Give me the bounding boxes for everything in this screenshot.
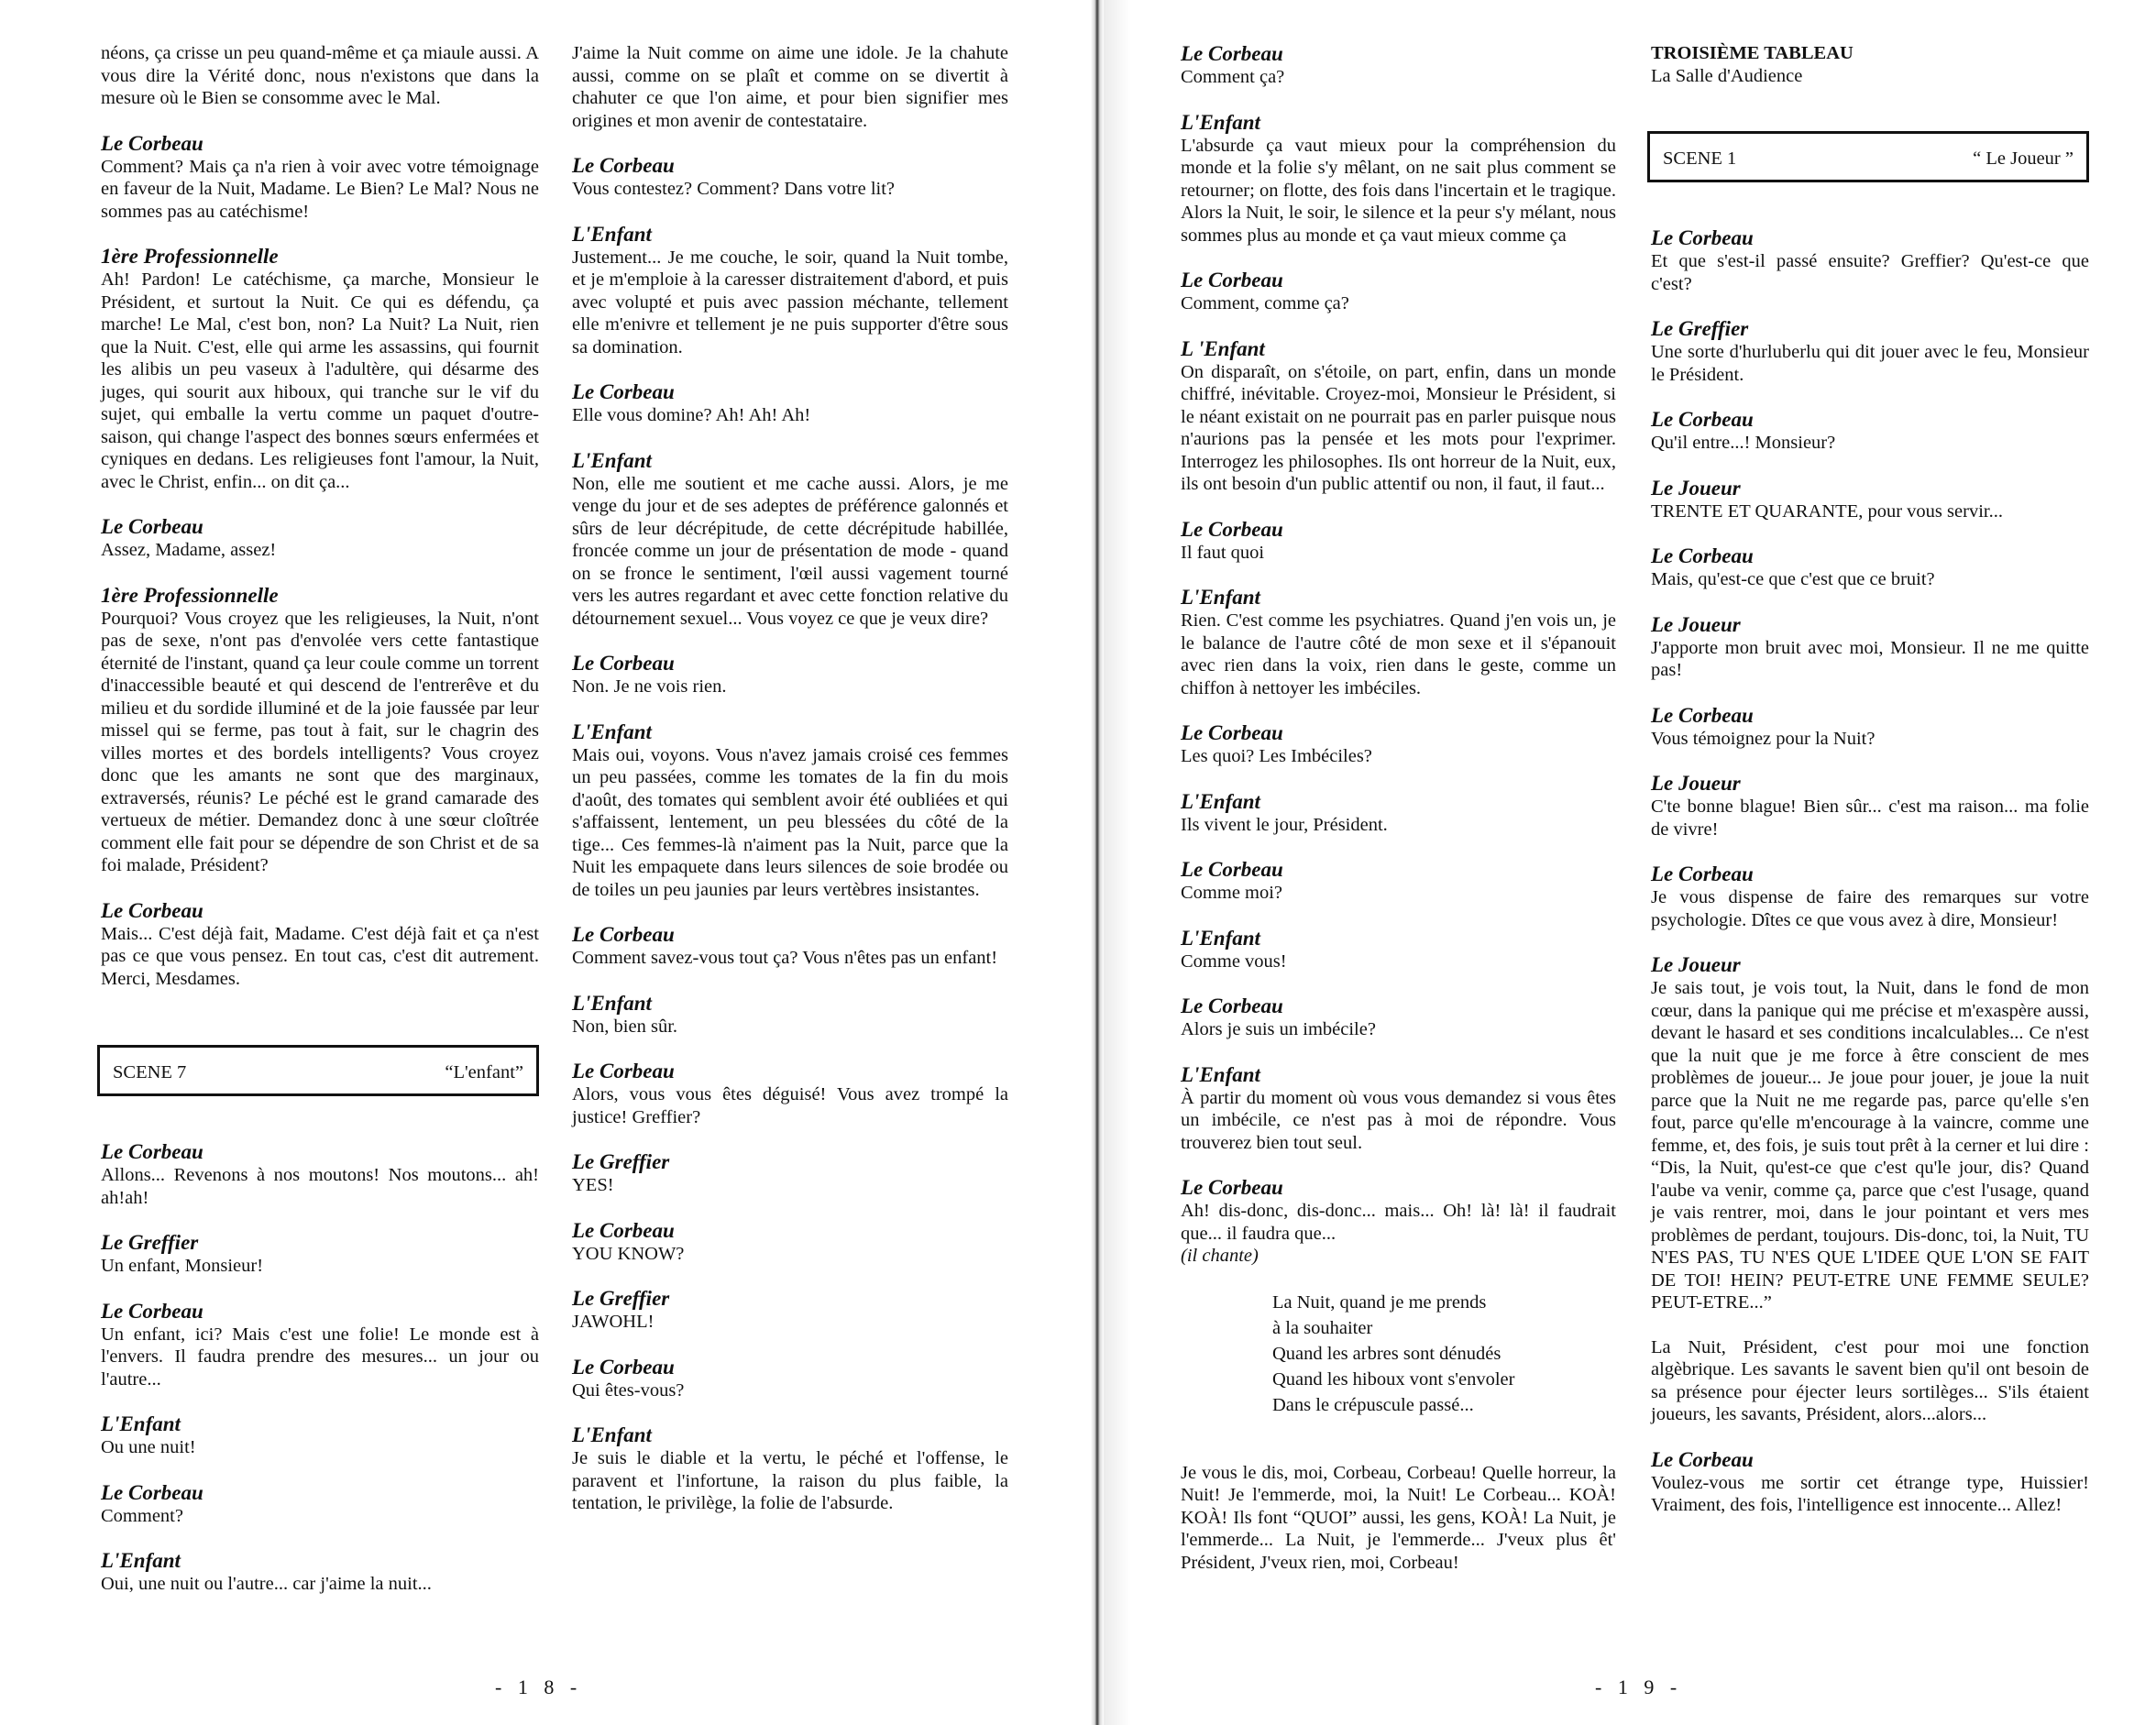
dialogue-block (572, 720, 1008, 902)
song-line: Quand les arbres sont dénudés (1272, 1343, 1502, 1364)
dialogue-block (101, 132, 539, 224)
dialogue-block (572, 1356, 1008, 1402)
scene-number: SCENE 7 (113, 1062, 187, 1082)
left-page-column-1 (101, 42, 539, 1618)
speaker-name: Le Corbeau (572, 154, 675, 177)
dialogue-block (572, 992, 1008, 1038)
scene-1-header-box (1647, 131, 2089, 182)
page-number-right: - 1 9 - (1595, 1676, 1683, 1698)
speech-text: Oui, une nuit ou l'autre... car j'aime la nuit... (101, 1574, 432, 1594)
speaker-name: Le Corbeau (1181, 517, 1283, 541)
scene-title: “ Le Joueur ” (1973, 148, 2074, 169)
speaker-name: Le Corbeau (572, 380, 675, 403)
speech-text: On disparaît, on s'étoile, on part, enfin, dans un monde chiffré, inévitable. Croyez-moi, Monsieur le Président, si le néant existait on ne pourrait pas en parler puisque nous n'aurions pas la pensée et les mots pour l'exprimer. Interrogez les philosophes. Ils ont horreur de la Nuit, eux, ils ont besoin d'un public attentif ou non, il faut, il faut... (1181, 361, 1616, 494)
speech-text: Il faut quoi (1181, 542, 1265, 563)
speech-text: Une sorte d'hurluberlu qui dit jouer avec le feu, Monsieur le Président. (1651, 342, 2089, 385)
speaker-name: Le Corbeau (572, 1218, 675, 1242)
speaker-name: L'Enfant (572, 448, 652, 472)
dialogue-block (101, 584, 539, 877)
speaker-name: Le Joueur (1651, 612, 1741, 636)
speaker-name: L'Enfant (572, 1423, 652, 1446)
speech-text: Vous contestez? Comment? Dans votre lit? (572, 179, 896, 199)
speaker-name: Le Corbeau (1651, 703, 1754, 727)
speaker-name: Le Corbeau (572, 1060, 675, 1082)
speaker-name: Le Corbeau (1181, 721, 1283, 744)
speech-text: Ou une nuit! (101, 1437, 196, 1457)
dialogue-block (101, 899, 539, 991)
speaker-name: L'Enfant (1181, 926, 1260, 950)
speech-text: Les quoi? Les Imbéciles? (1181, 746, 1372, 766)
dialogue-block (1181, 858, 1616, 905)
dialogue-block (1651, 408, 2089, 455)
dialogue-block (1181, 586, 1616, 699)
dialogue-block (572, 1423, 1008, 1515)
dialogue-block (101, 1231, 539, 1278)
speech-text: YOU KNOW? (572, 1243, 685, 1264)
speech-text: Comme vous! (1181, 950, 1287, 972)
speech-text: YES! (572, 1175, 614, 1195)
speech-text: Un enfant, ici? Mais c'est une folie! Le monde est à l'envers. Il faudra prendre des mesures... un jour ou l'autre... (101, 1324, 539, 1390)
dialogue-block (1651, 477, 2089, 523)
dialogue-block (1181, 269, 1616, 315)
speech-text: Ils vivent le jour, Président. (1181, 814, 1388, 835)
dialogue-block (572, 652, 1008, 698)
speaker-name: Le Corbeau (101, 1299, 204, 1323)
speaker-name: L'Enfant (572, 720, 652, 743)
dialogue-block (572, 1150, 1008, 1197)
song-verse (1272, 1290, 1616, 1418)
dialogue-block (1651, 613, 2089, 682)
speaker-name: L'Enfant (572, 222, 652, 246)
right-page-column-1 (1181, 42, 1616, 1596)
speaker-name: Le Corbeau (1181, 42, 1283, 65)
dialogue-block (1651, 772, 2089, 841)
speaker-name: Le Corbeau (101, 131, 204, 155)
dialogue-block (1181, 111, 1616, 247)
dialogue-block (572, 1287, 1008, 1334)
dialogue-block (572, 923, 1008, 970)
right-page-column-2 (1651, 42, 2089, 1539)
speaker-name: L 'Enfant (1181, 336, 1265, 360)
speech-text: Je sais tout, je vois tout, la Nuit, dans le fond de mon cœur, dans la panique qui me précise et m'exaspère aussi, devant le hasard et ses conditions incalculables... Ce n'est que la nuit que je me force à être conscient de mes problèmes de joueur... Je joue pour jouer, je joue la nuit parce que la Nuit ne me regarde pas, parce qu'elle s'en fout, parce qu'elle m'encourage à la vaincre, comme une femme, et, des fois, je suis tout prêt à la cerner et lui dire : “Dis, la Nuit, qu'est-ce que c'est qu'le jour, dis? Quand l'aube va venir, comme ça, parce que c'est l'usage, quand je vais rentrer, moi, dans le jour pointant et vers mes problèmes de perdant, toujours. Dis-donc, toi, la Nuit, TU N'ES PAS, TU N'ES QUE L'IDEE QUE L'ON SE FAIT DE TOI! HEIN? PEUT-ETRE UNE FEMME SEULE? PEUT-ETRE...” (1651, 978, 2089, 1313)
dialogue-block (1651, 953, 2089, 1314)
speaker-name: Le Corbeau (101, 1140, 204, 1163)
speech-text: Et que s'est-il passé ensuite? Greffier? Qu'est-ce que c'est? (1651, 251, 2089, 294)
speaker-name: Le Corbeau (1181, 269, 1283, 291)
speech-text: Non. Je ne vois rien. (572, 676, 727, 697)
speaker-name: Le Corbeau (1181, 994, 1283, 1017)
book-spine (1091, 0, 1104, 1725)
speaker-name: Le Corbeau (572, 652, 675, 675)
dialogue-block (101, 1412, 539, 1459)
speech-text: Non, elle me soutient et me cache aussi. Alors, je me venge du jour et de ses adeptes de préférence galonnés et sûrs de leur décrépitude, de cette décrépitude habillée, froncée comme un jour de présentation de mode - quand on se fronce le sentiment, l'œil aussi vagement tourné vers les autres regardant et avec cette fonction relative du détournement sexuel... Vous voyez ce que je veux dire? (572, 473, 1008, 629)
speaker-name: Le Corbeau (1651, 544, 1754, 567)
dialogue-list (101, 1140, 539, 1596)
dialogue-block (572, 223, 1008, 359)
song-line: La Nuit, quand je me prends (1272, 1291, 1487, 1313)
speaker-name: Le Corbeau (1181, 1176, 1283, 1199)
dialogue-block (101, 245, 539, 493)
dialogue-block (1181, 790, 1616, 837)
speaker-name: Le Joueur (1651, 476, 1741, 500)
spine-shadow (1104, 0, 1131, 1725)
speech-text: C'te bonne blague! Bien sûr... c'est ma raison... ma folie de vivre! (1651, 797, 2089, 840)
dialogue-list (1181, 42, 1616, 1154)
dialogue-block (1651, 544, 2089, 591)
dialogue-block (1181, 1063, 1616, 1155)
speech-text: Comme moi? (1181, 883, 1283, 903)
dialogue-block (101, 515, 539, 562)
speech-text: Ah! Pardon! Le catéchisme, ça marche, Monsieur le Président, et surtout la Nuit. Ce qui es défendu, ça marche! Le Mal, c'est bon, non? La Nuit? La Nuit, rien que la Nuit. C'est, elle qui arme les assassins, qui fournit les alibis un peu vaseux à l'adultère, qui désarme des juges, qui sourit aux hiboux, qui tranche sur le vif du sujet, qui emballe la vertu comme un paquet d'outre-saison, qui change l'aspect des bonnes sœurs enfermées et cyniques en dedans. Les religieuses font l'amour, la Nuit, avec le Christ, enfin... on dit ça... (101, 269, 539, 492)
dialogue-block (572, 1219, 1008, 1266)
speaker-name: L'Enfant (1181, 586, 1260, 609)
dialogue-block (1651, 704, 2089, 751)
speech-text: Qu'il entre...! Monsieur? (1651, 433, 1836, 453)
dialogue-list (1651, 1448, 2089, 1517)
speaker-name: Le Corbeau (101, 1480, 204, 1504)
speaker-name: Le Joueur (1651, 953, 1741, 976)
speaker-name: L'Enfant (101, 1412, 181, 1435)
dialogue-block (1181, 927, 1616, 973)
speaker-name: Le Joueur (1651, 772, 1741, 795)
speaker-name: Le Greffier (572, 1287, 670, 1310)
speech-text: Je suis le diable et la vertu, le péché et l'offense, le paravent et l'infortune, la raison du plus faible, la tentation, le privilège, la folie de l'absurde. (572, 1448, 1008, 1513)
speaker-name: Le Corbeau (1651, 862, 1754, 885)
speaker-name: 1ère Professionnelle (101, 583, 279, 607)
dialogue-block (572, 380, 1008, 427)
speech-text: Mais... C'est déjà fait, Madame. C'est déjà fait et ça n'est pas ce que vous pensez. En tout cas, c'est dit autrement. Merci, Mesdames. (101, 923, 539, 989)
speech-text: L'absurde ça vaut mieux pour la compréhension du monde et la folie s'y mêlant, on ne sait plus comment se retourner; on flotte, des fois dans l'incertain et le tragique. Alors la Nuit, le soir, le silence et la peur s'y mélant, nous sommes plus au monde et ça vaut mieux comme ça (1181, 135, 1616, 246)
speaker-name: Le Corbeau (572, 1355, 675, 1379)
speech-text: Ah! dis-donc, dis-donc... mais... Oh! là! là! il faudrait que... il faudra que... (1181, 1201, 1616, 1244)
dialogue-block (572, 1060, 1008, 1128)
speech-text: Allons... Revenons à nos moutons! Nos moutons... ah! ah!ah! (101, 1165, 539, 1208)
dialogue-block (1651, 317, 2089, 386)
opening-paragraph: néons, ça crisse un peu quand-même et ça miaule aussi. A vous dire la Vérité donc, nous n'existons que dans la mesure où le Bien se consomme avec le Mal. (101, 43, 539, 108)
speaker-name: Le Greffier (572, 1150, 670, 1173)
dialogue-block (1181, 721, 1616, 768)
speaker-name: Le Corbeau (1181, 858, 1283, 881)
dialogue-list (101, 132, 539, 991)
tableau-title: TROISIÈME TABLEAU (1651, 43, 1854, 63)
dialogue-block (1181, 42, 1616, 89)
opening-paragraph: J'aime la Nuit comme on aime une idole. Je la chahute aussi, comme on se plaît et comme on se divertit à chahuter ce que l'on aime, et pour bien signifier mes origines et mon avenir de contestataire. (572, 43, 1008, 131)
dialogue-block (101, 1300, 539, 1391)
speech-text: Non, bien sûr. (572, 1016, 678, 1037)
speech-text: TRENTE ET QUARANTE, pour vous servir... (1651, 500, 2003, 522)
dialogue-block (572, 449, 1008, 631)
speech-text: Rien. C'est comme les psychiatres. Quand j'en vois un, je le balance de l'autre côté de mon sexe et il s'épanouit avec rien dans la voix, rien dans le geste, comme un chiffon à nettoyer les imbéciles. (1181, 610, 1616, 698)
speech-text: JAWOHL! (572, 1312, 654, 1332)
speaker-name: Le Corbeau (572, 923, 675, 946)
dialogue-block (101, 1549, 539, 1596)
speech-text: Je vous dispense de faire des remarques sur votre psychologie. Dîtes ce que vous avez à dire, Monsieur! (1651, 887, 2089, 930)
speech-text: Comment? Mais ça n'a rien à voir avec votre témoignage en faveur de la Nuit, Madame. Le Bien? Le Mal? Nous ne sommes pas au catéchisme! (101, 156, 539, 222)
speaker-name: Le Corbeau (101, 898, 204, 922)
stage-direction: (il chante) (1181, 1246, 1259, 1266)
speaker-name: L'Enfant (572, 991, 652, 1015)
speech-text: Mais, qu'est-ce que c'est que ce bruit? (1651, 569, 1935, 589)
speech-text: Alors je suis un imbécile? (1181, 1019, 1376, 1039)
page-number-left: - 1 8 - (495, 1676, 583, 1698)
speaker-name: Le Corbeau (1651, 1447, 1754, 1471)
scene-7-header-box (97, 1045, 539, 1096)
speech-text: Alors, vous vous êtes déguisé! Vous avez trompé la justice! Greffier? (572, 1084, 1008, 1127)
speech-text: Comment? (101, 1505, 183, 1526)
speech-text: Comment savez-vous tout ça? Vous n'êtes pas un enfant! (572, 948, 998, 968)
speaker-name: Le Greffier (101, 1231, 199, 1254)
speaker-name: Le Corbeau (1651, 408, 1754, 431)
dialogue-block (101, 1481, 539, 1528)
dialogue-block (1651, 226, 2089, 295)
dialogue-block (1651, 1448, 2089, 1517)
speech-text: Elle vous domine? Ah! Ah! Ah! (572, 405, 811, 425)
dialogue-block (1651, 862, 2089, 931)
speaker-name: L'Enfant (1181, 1062, 1260, 1086)
dialogue-list (1651, 226, 2089, 1314)
dialogue-block (1181, 994, 1616, 1041)
scene-title: “L'enfant” (445, 1062, 523, 1082)
speech-text: Mais oui, voyons. Vous n'avez jamais croisé ces femmes un peu passées, comme les tomates de la fin du mois d'août, des tomates qui semblent avoir été oubliées et qui s'affaissent, lentement, un peu blessées du côté de la tige... Ces femmes-là n'aiment pas la Nuit, parce que la Nuit les empaquete dans leurs silences de soie brodée ou de toiles un peu jaunies par leurs vertèbres insistantes. (572, 744, 1008, 900)
speaker-name: L'Enfant (1181, 110, 1260, 134)
speech-text: Un enfant, Monsieur! (101, 1256, 264, 1276)
dialogue-block (1181, 1176, 1616, 1268)
speech-text: Pourquoi? Vous croyez que les religieuses, la Nuit, n'ont pas de sexe, n'ont pas d'envolée vers cette fantastique éternité de l'instant, quand ça leur coule comme un torrent d'inaccessible beauté et qui descend de l'entrerêve et du milieu et du sordide illuminé et de la joie faussée par leur missel qui se ferme, pas tout à fait, sur le chagrin des villes mortes et des bordels intelligents? Vous croyez donc que les amants ne sont que des marginaux, extraversés, réunis? Le péché est le grand camarade des vertueux de métier. Demandez donc à une sœur cloîtrée comment elle fait pour se dépendre de son Christ et de sa foi malade, Président? (101, 608, 539, 875)
speech-text: Vous témoignez pour la Nuit? (1651, 728, 1876, 749)
continuation-paragraph: La Nuit, Président, c'est pour moi une fonction algèbrique. Les savants le savent bien qu'il ont besoin de sa présence pour éjecter leurs sortilèges... S'ils étaient joueurs, les savants, Président, alors...alors... (1651, 1336, 2089, 1424)
speaker-name: Le Greffier (1651, 317, 1749, 340)
dialogue-block (101, 1140, 539, 1209)
dialogue-block (1181, 337, 1616, 496)
speaker-name: L'Enfant (101, 1549, 181, 1572)
dialogue-block (572, 154, 1008, 201)
tableau-subtitle: La Salle d'Audience (1651, 65, 1803, 86)
speech-text: Justement... Je me couche, le soir, quand la Nuit tombe, et je m'emploie à la caresser distraitement d'abord, et puis avec volupté et puis avec passion méchante, tellement elle m'enivre et tellement je ne puis supporter d'être sous sa domination. (572, 247, 1008, 357)
dialogue-block (1181, 518, 1616, 565)
song-line: à la souhaiter (1272, 1317, 1373, 1338)
closing-paragraph: Je vous le dis, moi, Corbeau, Corbeau! Quelle horreur, la Nuit! Je l'emmerde, moi, la Nuit! Le Corbeau... KOÀ! KOÀ! Ils font “QUOI” aussi, les gens, KOÀ! La Nuit, je l'emmerde... La Nuit, je l'emmerde... J'veux plus êt' Président, J'veux rien, moi, Corbeau! (1181, 1462, 1616, 1573)
speech-text: Voulez-vous me sortir cet étrange type, Huissier! Vraiment, des fois, l'intelligence est innocente... Allez! (1651, 1472, 2089, 1515)
speaker-name: L'Enfant (1181, 789, 1260, 813)
speech-text: Comment, comme ça? (1181, 293, 1349, 313)
left-page-column-2 (572, 42, 1008, 1537)
speech-text: Qui êtes-vous? (572, 1379, 685, 1401)
speaker-name: Le Corbeau (1651, 226, 1754, 249)
speech-text: J'apporte mon bruit avec moi, Monsieur. Il ne me quitte pas! (1651, 637, 2089, 680)
scene-number: SCENE 1 (1663, 148, 1737, 169)
dialogue-list (572, 154, 1008, 1515)
speech-text: Comment ça? (1181, 67, 1285, 87)
speech-text: Assez, Madame, assez! (101, 540, 277, 560)
speaker-name: 1ère Professionnelle (101, 245, 279, 268)
song-line: Quand les hiboux vont s'envoler (1272, 1368, 1515, 1390)
song-line: Dans le crépuscule passé... (1272, 1394, 1474, 1415)
speech-text: À partir du moment où vous vous demandez si vous êtes un imbécile, ce n'est pas à moi de répondre. Vous trouverez bien tout seul. (1181, 1087, 1616, 1153)
speaker-name: Le Corbeau (101, 515, 204, 538)
